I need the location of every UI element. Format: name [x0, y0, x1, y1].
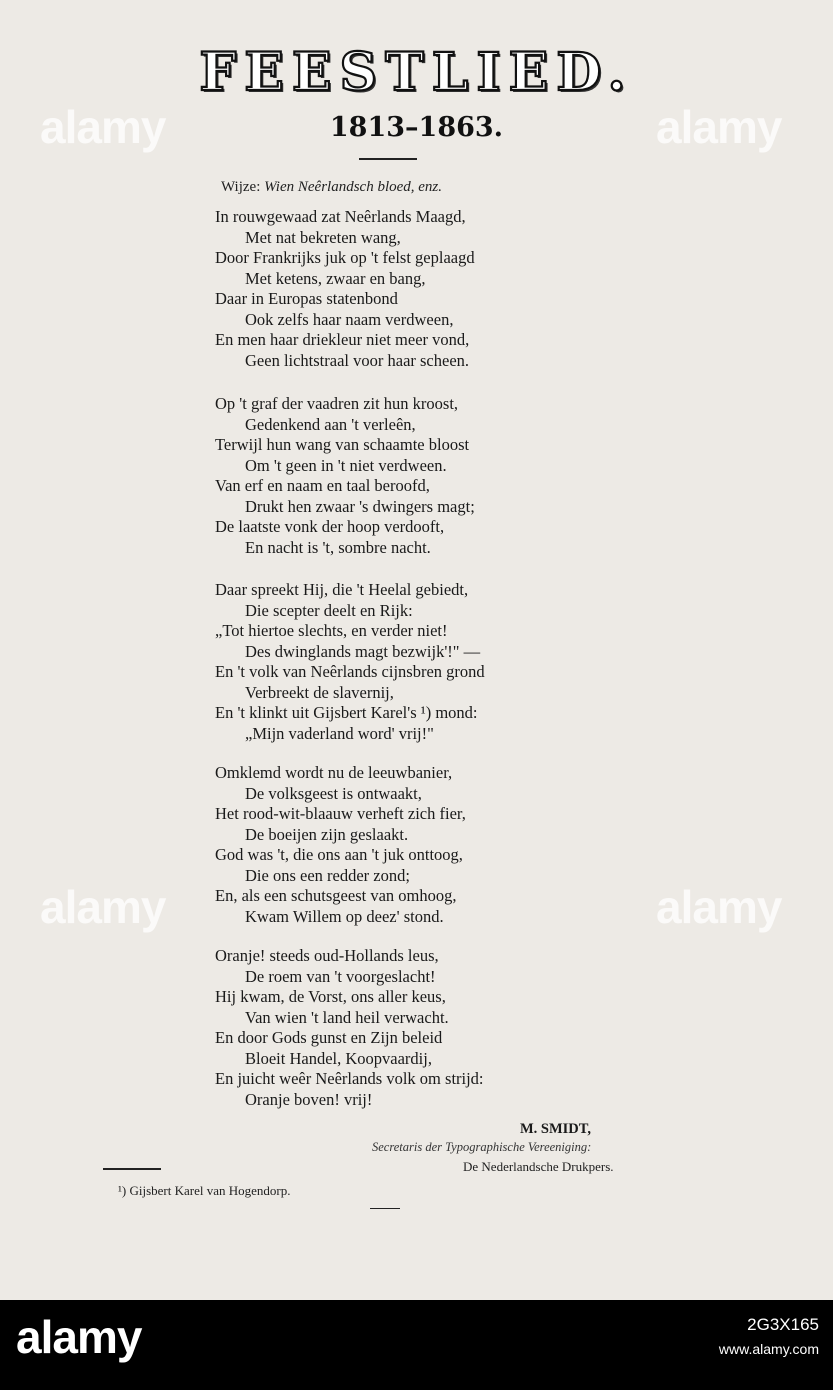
site-url: www.alamy.com — [718, 1341, 819, 1357]
verse-line: Met nat bekreten wang, — [245, 227, 401, 247]
verse-line: Kwam Willem op deez' stond. — [245, 906, 444, 926]
image-id: 2G3X165 — [747, 1315, 819, 1334]
verse-line: Des dwinglands magt bezwijk'!" — — [245, 641, 481, 661]
verse-line: Drukt hen zwaar 's dwingers magt; — [245, 496, 475, 516]
stanza — [215, 580, 635, 744]
verse-line: Van wien 't land heil verwacht. — [245, 1007, 449, 1027]
verse-line: Oranje boven! vrij! — [245, 1089, 373, 1109]
verse-line: De roem van 't voorgeslacht! — [245, 966, 436, 986]
verse-line: Ook zelfs haar naam verdween, — [245, 309, 454, 329]
verse-line: Oranje! steeds oud-Hollands leus, — [215, 946, 439, 965]
stock-banner — [0, 1300, 833, 1390]
verse-line: Om 't geen in 't niet verdween. — [245, 455, 447, 475]
verse-line: Die ons een redder zond; — [245, 865, 410, 885]
verse-line: De boeijen zijn geslaakt. — [245, 824, 409, 844]
verse-line: Daar in Europas statenbond — [215, 289, 398, 308]
verse-line: Door Frankrijks juk op 't felst geplaagd — [215, 248, 475, 267]
document-title: FEESTLIED. — [199, 42, 634, 103]
title-divider — [359, 158, 417, 160]
end-divider — [370, 1208, 400, 1209]
publisher-name: De Nederlandsche Drukpers. — [463, 1159, 614, 1174]
verse-line: En nacht is 't, sombre nacht. — [245, 537, 431, 557]
verse-line: Van erf en naam en taal beroofd, — [215, 476, 430, 495]
tune-name: Wien Neêrlandsch bloed, enz. — [264, 179, 443, 195]
watermark: alamy — [656, 881, 782, 933]
verse-line: God was 't, die ons aan 't juk onttoog, — [215, 845, 463, 864]
verse-line: Gedenkend aan 't verleên, — [245, 414, 416, 434]
image-reference — [719, 1313, 819, 1361]
brand-logo: alamy — [16, 1311, 142, 1363]
footnote-divider — [103, 1168, 161, 1170]
verse-line: En men haar driekleur niet meer vond, — [215, 330, 470, 349]
stanza — [215, 207, 635, 371]
verse-line: Het rood-wit-blaauw verheft zich fier, — [215, 804, 466, 823]
verse-line: In rouwgewaad zat Neêrlands Maagd, — [215, 207, 466, 226]
verse-line: „Mijn vaderland word' vrij!" — [245, 723, 434, 743]
verse-line: Op 't graf der vaadren zit hun kroost, — [215, 394, 459, 413]
verse-line: Daar spreekt Hij, die 't Heelal gebiedt, — [215, 580, 469, 599]
verse-line: Verbreekt de slavernij, — [245, 682, 394, 702]
author-role: Secretaris der Typographische Vereeniging: — [372, 1140, 592, 1154]
verse-line: Terwijl hun wang van schaamte bloost — [215, 435, 470, 454]
verse-line: Bloeit Handel, Koopvaardij, — [245, 1048, 432, 1068]
watermark: alamy — [40, 881, 166, 933]
verse-line: En 't volk van Neêrlands cijnsbren grond — [215, 662, 485, 681]
verse-line: En door Gods gunst en Zijn beleid — [215, 1028, 443, 1047]
verse-line: En, als een schutsgeest van omhoog, — [215, 886, 457, 905]
verse-line: De volksgeest is ontwaakt, — [245, 783, 422, 803]
tune-label: Wijze: — [221, 179, 261, 195]
watermark: alamy — [656, 101, 782, 153]
author-signature: M. SMIDT, — [519, 1121, 591, 1137]
verse-line: Geen lichtstraal voor haar scheen. — [245, 350, 470, 370]
verse-line: En juicht weêr Neêrlands volk om strijd: — [215, 1069, 484, 1088]
stanza — [215, 763, 635, 927]
verse-line: Die scepter deelt en Rijk: — [245, 600, 413, 620]
verse-line: En 't klinkt uit Gijsbert Karel's ¹) mond: — [215, 703, 478, 722]
document-years: 1813–1863. — [329, 112, 504, 143]
footnote: ¹) Gijsbert Karel van Hogendorp. — [118, 1183, 291, 1198]
verse-line: Omklemd wordt nu de leeuwbanier, — [215, 763, 453, 782]
stanza — [215, 394, 635, 558]
verse-line: Hij kwam, de Vorst, ons aller keus, — [215, 987, 446, 1006]
verse-line: De laatste vonk der hoop verdooft, — [215, 517, 445, 536]
watermark: alamy — [40, 101, 166, 153]
verse-line: Met ketens, zwaar en bang, — [245, 268, 426, 288]
stanza — [215, 946, 635, 1110]
tune-line — [221, 179, 442, 196]
verse-line: „Tot hiertoe slechts, en verder niet! — [215, 621, 448, 640]
